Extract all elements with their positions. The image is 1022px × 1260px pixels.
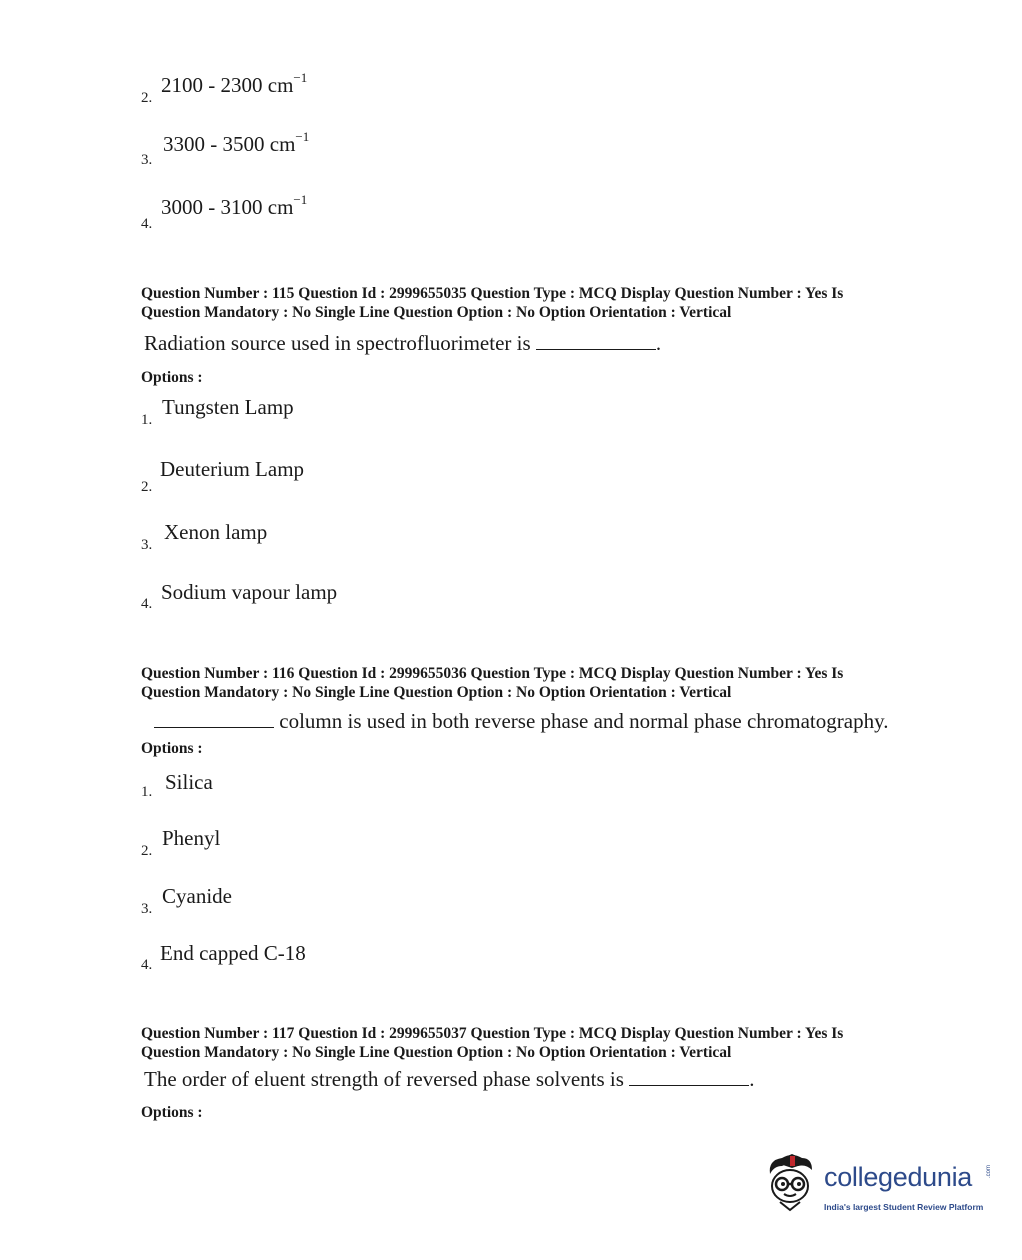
option-text: 3000 - 3100 $cm^{-1}$ xyxy=(161,192,308,219)
question-text: column is used in both reverse phase and normal phase chromatography. xyxy=(154,709,888,734)
question-meta: Question Number : 117 Question Id : 2999655037 Question Type : MCQ Display Question Number : Yes Is Question Mandatory : No Single Line Question Option : No Option Orientation : Vertical xyxy=(141,1025,844,1061)
question-text: Radiation source used in spectrofluorimeter is . xyxy=(144,331,662,355)
option-text: End capped C-18 xyxy=(160,941,306,965)
option-text: Xenon lamp xyxy=(164,520,268,544)
option-number: 3. xyxy=(141,537,153,553)
answer-blank xyxy=(536,333,656,350)
option-number: 4. xyxy=(141,957,153,973)
collegedunia-logo xyxy=(762,1152,992,1222)
logo-domain-suffix: .com xyxy=(986,1164,992,1178)
option-text: Sodium vapour lamp xyxy=(161,580,338,604)
option-text: Deuterium Lamp xyxy=(160,457,305,481)
option-number: 3. xyxy=(141,152,153,168)
option-text: Cyanide xyxy=(162,884,232,908)
option-text: Phenyl xyxy=(162,826,221,850)
option-number: 3. xyxy=(141,901,153,917)
options-label: Options : xyxy=(141,369,203,386)
option-text: 3300 - 3500 $cm^{-1}$ xyxy=(163,129,310,156)
option-number: 2. xyxy=(141,90,153,106)
answer-blank xyxy=(154,711,274,728)
options-label: Options : xyxy=(141,740,203,757)
logo-wordmark: collegedunia xyxy=(824,1162,973,1192)
option-number: 2. xyxy=(141,843,153,859)
question-meta: Question Number : 115 Question Id : 2999655035 Question Type : MCQ Display Question Number : Yes Is Question Mandatory : No Single Line Question Option : No Option Orientation : Vertical xyxy=(141,285,844,321)
logo-tagline: India's largest Student Review Platform xyxy=(824,1202,984,1212)
option-number: 1. xyxy=(141,784,153,800)
options-label: Options : xyxy=(141,1104,203,1121)
question-text: The order of eluent strength of reversed phase solvents is . xyxy=(144,1067,755,1091)
option-text: Tungsten Lamp xyxy=(162,395,294,419)
option-number: 2. xyxy=(141,479,153,495)
mascot-icon xyxy=(762,1152,824,1222)
question-meta: Question Number : 116 Question Id : 2999655036 Question Type : MCQ Display Question Number : Yes Is Question Mandatory : No Single Line Question Option : No Option Orientation : Vertical xyxy=(141,665,844,701)
option-number: 4. xyxy=(141,216,153,232)
answer-blank xyxy=(629,1069,749,1086)
option-text: Silica xyxy=(165,770,213,794)
option-number: 1. xyxy=(141,412,153,428)
option-number: 4. xyxy=(141,596,153,612)
option-text: 2100 - 2300 $cm^{-1}$ xyxy=(161,70,308,97)
